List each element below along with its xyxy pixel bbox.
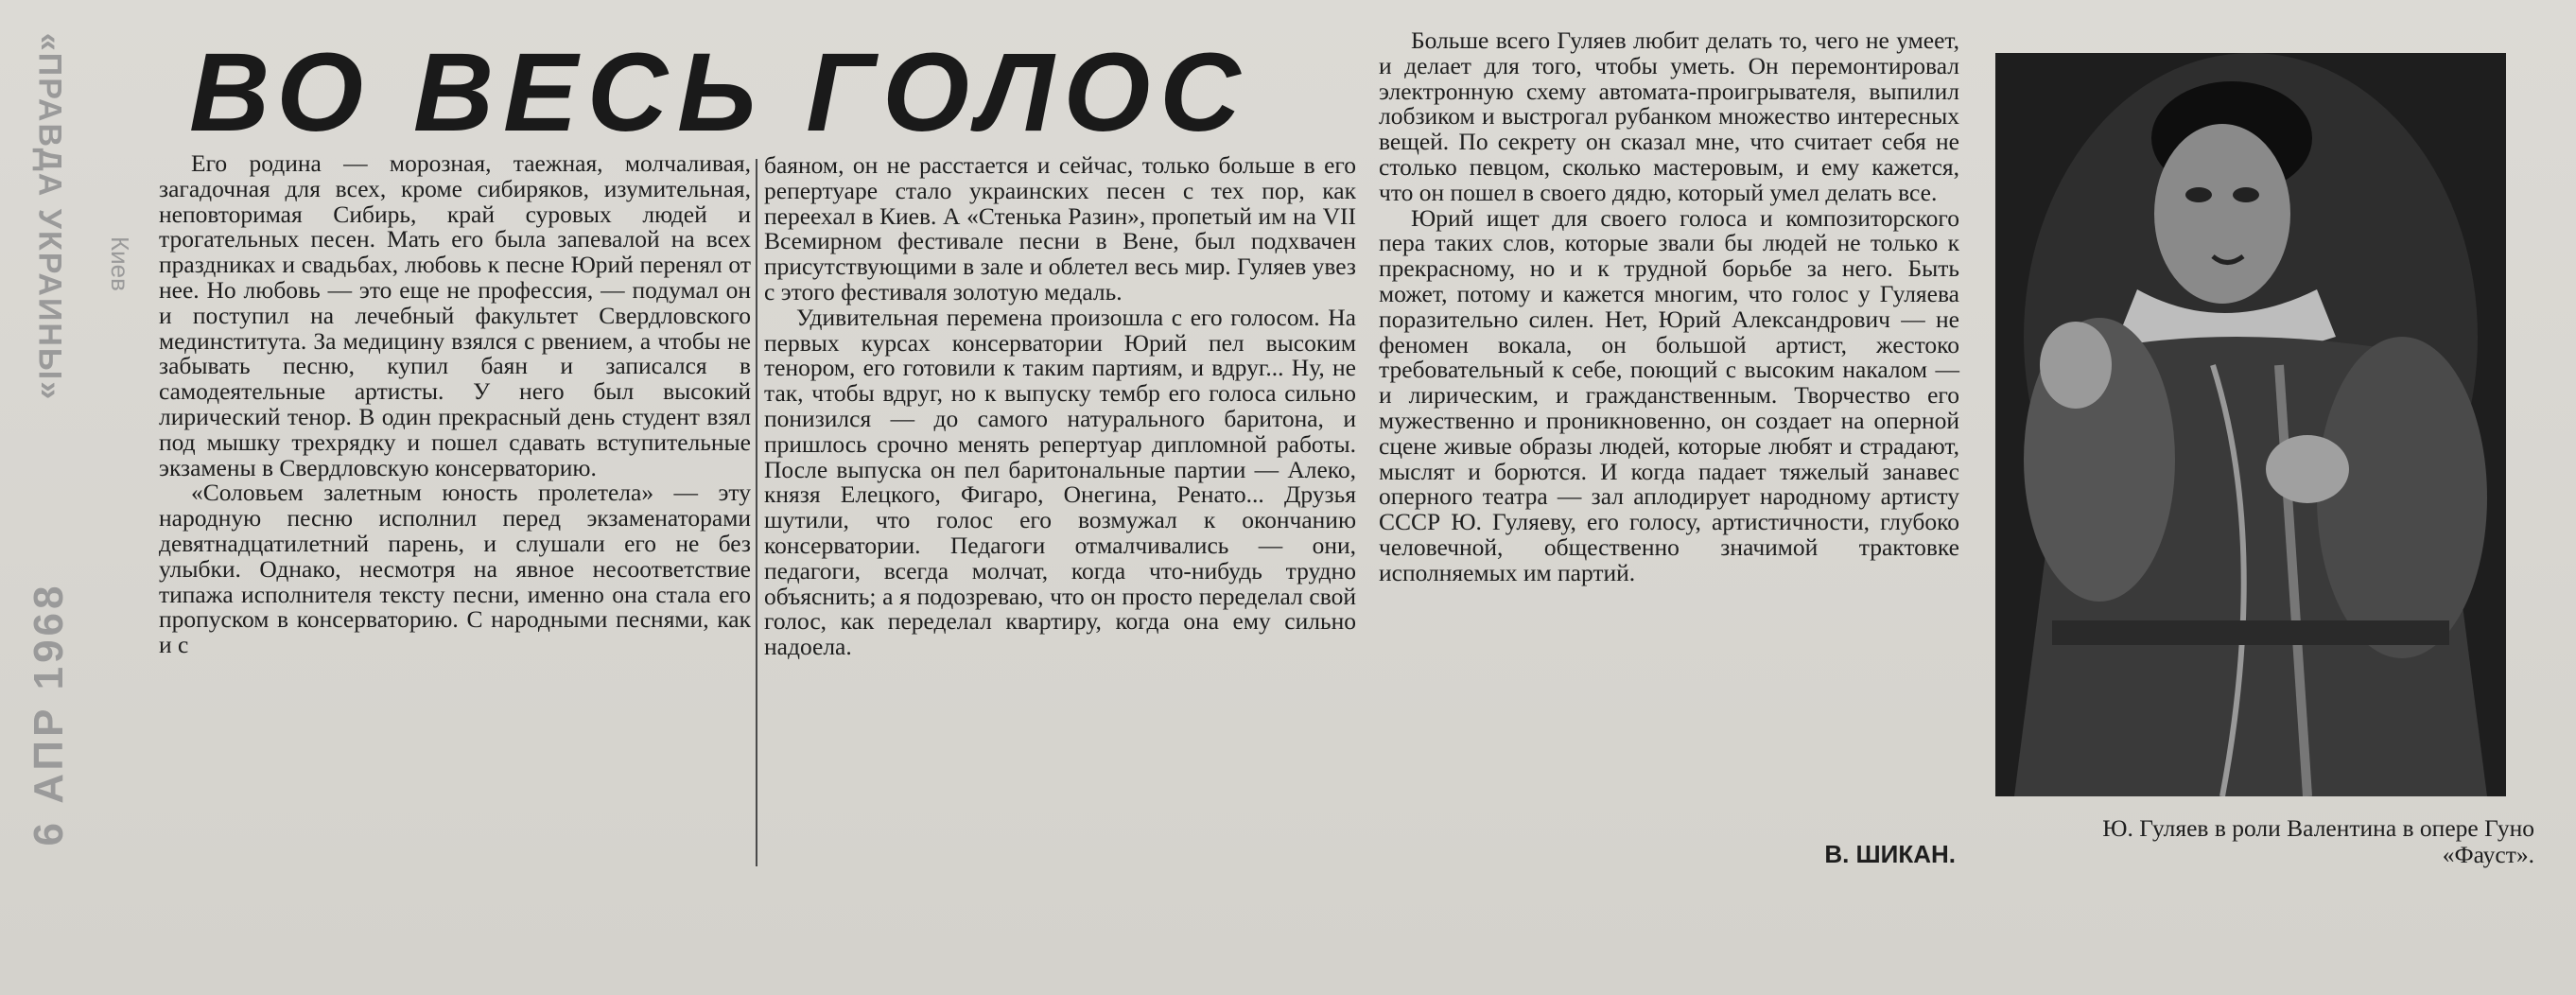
column-divider (756, 159, 757, 866)
photo-figure-illustration (1995, 53, 2506, 796)
paragraph: баяном, он не расстается и сейчас, только больше в его репертуаре стало украинских песен с тех пор, как переехал в Киев. А «Стенька Разин», пропетый им на VII Всемирном фестивале песни в Вене, был подхвачен присутствующими в зале и облетел весь мир. Гуляев увез с этого фестиваля золотую медаль. (764, 151, 1356, 305)
stamp-publication: «ПРАВДА УКРАИНЫ» (31, 32, 68, 402)
paragraph: «Соловьем залетным юность пролетела» — эту народную песню исполнил перед экзаменаторами девятнадцатилетний парень, и слушали его не без улыбки. Однако, несмотря на явное несоответствие типажа исполнителя тексту песни, именно она стала его пропуском в консерваторию. С народными песнями, как и с (159, 479, 751, 659)
author-signature: В. ШИКАН. (1824, 840, 1956, 868)
article-column-1 (159, 151, 751, 658)
paragraph: Юрий ищет для своего голоса и композиторского пера таких слов, которые звали бы людей не только к прекрасному, но и к трудной борьбе за него. Быть может, потому и кажется многим, что голос у Гуляева поразительно силен. Нет, Юрий Александрович — не феномен вокала, он большой артист, жестоко требовательный к себе, поющий с высоким накалом — и лирическим, и гражданственным. Творчество его мужественно и проникновенно, он создает на оперной сцене живые образы людей, которые любят и страдают, мыслят и борются. И когда падает тяжелый занавес оперного театра — зал аплодирует народному артисту СССР Ю. Гуляеву, его голосу, артистичности, глубоко человечной, общественно значимой трактовке исполняемых им партий. (1379, 203, 1959, 586)
article-column-3 (1379, 28, 1959, 586)
paragraph: Больше всего Гуляев любит делать то, чего не умеет, и делает для того, чтобы уметь. Он перемонтировал электронную схему автомата-проигрывателя, выпилил лобзиком и выстрогал рубанком множество интересных вещей. По секрету он сказал мне, что считает себя не столько певцом, сколько мастеровым, и ему кажется, что он пошел в своего дядю, который умел делать все. (1379, 26, 1959, 206)
article-headline: ВО ВЕСЬ ГОЛОС (189, 30, 1250, 155)
photo-caption: Ю. Гуляев в роли Валентина в опере Гуно «Фауст». (2102, 814, 2534, 868)
paragraph: Его родина — морозная, таежная, молчаливая, загадочная для всех, кроме сибиряков, изумительная, неповторимая Сибирь, край суровых людей и трогательных песен. Мать его была запевалой на всех праздниках и свадьбах, любовь к песне Юрий перенял от нее. Но любовь — это еще не профессия, — подумал он и поступил на лечебный факультет Свердловского мединститута. За медицину взялся с рвением, а чтобы не забывать песню, купил баян и записался в самодеятельные артисты. У него был высокий лирический тенор. В один прекрасный день студент взял под мышку трехрядку и пошел сдавать вступительные экзамены в Свердловскую консерваторию. (159, 149, 751, 481)
archive-stamp (21, 32, 134, 984)
stamp-city: Киев (106, 236, 134, 291)
article-column-2 (764, 153, 1356, 660)
paragraph: Удивительная перемена произошла с его голосом. На первых курсах консерватории Юрий пел высоким тенором, его готовили к таким партиям, и вдруг... Ну, не так, чтобы вдруг, но к выпуску тембр его голоса сильно понизился — до самого натурального баритона, и пришлось срочно менять репертуар дипломной работы. После выпуска он пел баритональные партии — Алеко, князя Елецкого, Фигаро, Онегина, Ренато... Друзья шутили, что голос его возмужал к окончанию консерватории. Педагоги отмалчивались — они, педагоги, всегда молчат, когда что-нибудь трудно объяснить; а я подозреваю, что он просто переделал свой голос, как переделал квартиру, когда она ему сильно надоела. (764, 303, 1356, 661)
stamp-date: 6 АПР 1968 (26, 582, 72, 847)
singer-photo (1995, 53, 2506, 796)
